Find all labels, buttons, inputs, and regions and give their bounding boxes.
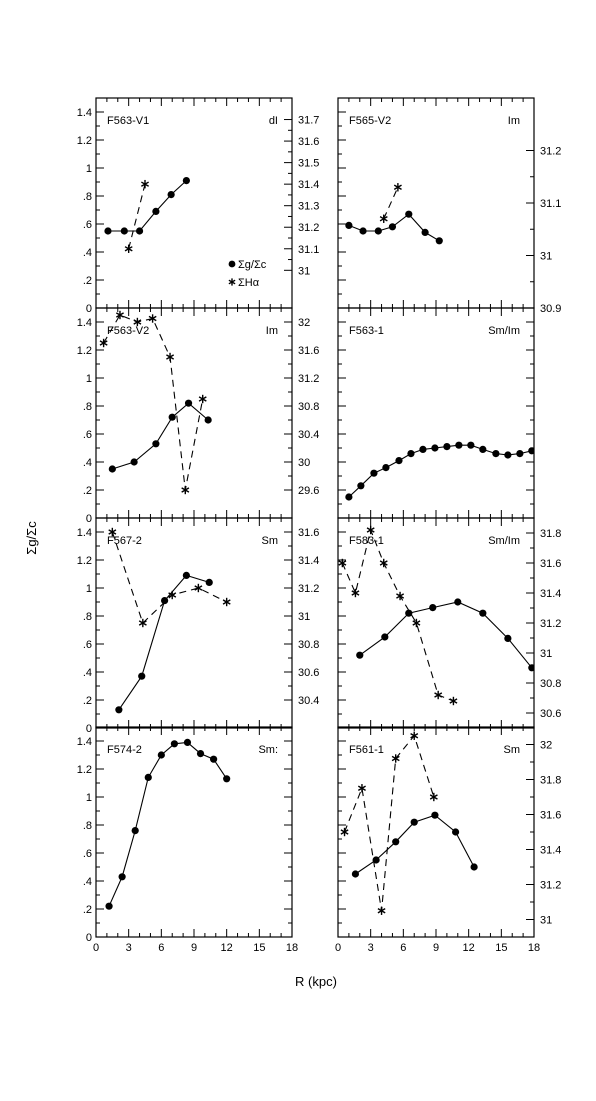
right-tick-label: 31.3 <box>298 200 320 213</box>
morph-type: Sm <box>261 535 278 547</box>
series-group <box>339 526 536 705</box>
ha-point <box>100 339 107 347</box>
panel-f574-2 <box>77 727 298 954</box>
galaxy-name: F583-1 <box>349 535 384 547</box>
series-group <box>105 739 230 910</box>
gas-point <box>419 446 426 453</box>
y-tick-label: 1.4 <box>76 107 92 119</box>
gas-point <box>467 442 474 449</box>
ha-point <box>195 584 202 592</box>
panel-frame <box>96 308 292 518</box>
gas-point <box>389 223 396 230</box>
right-tick-label: 32 <box>540 739 553 752</box>
gas-point <box>429 604 436 611</box>
series-group <box>109 528 231 714</box>
x-tick-label: 9 <box>190 942 198 954</box>
galaxy-name: F565-V2 <box>349 115 392 127</box>
y-tick-label: 0 <box>85 932 92 944</box>
y-tick-label: .6 <box>82 429 92 441</box>
gas-point <box>436 237 443 244</box>
ha-point <box>166 353 173 361</box>
right-tick-label: 31.2 <box>540 879 562 892</box>
legend-gas-marker <box>229 261 236 268</box>
y-tick-label: 1.2 <box>76 555 92 567</box>
legend-gas-label: Σg/Σc <box>238 259 267 271</box>
right-tick-label: 30.6 <box>540 708 562 720</box>
gas-point <box>357 482 364 489</box>
gas-point <box>359 227 366 234</box>
right-tick-label: 31.2 <box>298 222 320 235</box>
panel-frame <box>338 98 534 308</box>
gas-point <box>206 579 213 586</box>
y-tick-label: .2 <box>82 275 92 287</box>
panel-frame <box>338 308 534 518</box>
gas-point <box>109 465 116 472</box>
right-tick-label: 31.7 <box>298 114 320 127</box>
gas-point <box>492 450 499 457</box>
right-tick-label: 31.5 <box>298 157 320 170</box>
y-tick-label: 0 <box>85 723 92 735</box>
right-tick-label: 32 <box>298 317 311 329</box>
gas-series-line <box>109 742 227 906</box>
x-tick-label: 0 <box>334 942 342 954</box>
series-group <box>345 183 443 244</box>
right-tick-label: 31.6 <box>298 136 320 149</box>
ha-point <box>413 619 420 627</box>
y-tick-label: .6 <box>82 639 92 651</box>
right-tick-label: 31 <box>298 265 311 278</box>
ha-point <box>435 691 442 699</box>
ha-point <box>352 589 359 597</box>
gas-point <box>183 177 190 184</box>
ha-series-line <box>384 187 398 219</box>
ha-point <box>149 314 156 322</box>
y-tick-label: .4 <box>82 457 92 469</box>
right-tick-label: 29.6 <box>298 485 320 497</box>
ha-point <box>116 311 123 319</box>
gas-series-line <box>119 575 209 709</box>
gas-point <box>454 598 461 605</box>
gas-point <box>205 416 212 423</box>
ha-series-line <box>129 184 145 249</box>
y-tick-label: .4 <box>82 667 92 679</box>
legend <box>229 259 267 289</box>
ha-point <box>396 592 403 600</box>
y-tick-label: 1 <box>85 373 92 385</box>
panel-f567-2 <box>77 518 320 735</box>
gas-point <box>138 673 145 680</box>
morph-type: dI <box>268 115 278 127</box>
right-tick-label: 31.1 <box>298 243 320 256</box>
panel-f563-1 <box>338 308 535 518</box>
ha-series-line <box>345 736 434 911</box>
right-tick-label: 31 <box>540 250 553 263</box>
galaxy-name: F563-V2 <box>107 325 150 337</box>
x-tick-label: 15 <box>253 942 266 954</box>
panel-frame <box>96 98 292 308</box>
gas-point <box>370 470 377 477</box>
x-tick-label: 18 <box>285 942 299 954</box>
gas-point <box>121 227 128 234</box>
gas-point <box>169 414 176 421</box>
gas-point <box>183 572 190 579</box>
right-tick-label: 30.9 <box>540 303 562 315</box>
y-tick-label: 1.2 <box>76 135 92 147</box>
galaxy-name: F563-1 <box>349 325 384 337</box>
gas-point <box>452 828 459 835</box>
gas-point <box>455 442 462 449</box>
ha-point <box>141 180 148 188</box>
gas-point <box>407 450 414 457</box>
right-tick-label: 31.4 <box>540 844 562 857</box>
gas-point <box>210 756 217 763</box>
y-tick-label: .2 <box>82 695 92 707</box>
right-tick-label: 31.6 <box>540 558 562 570</box>
galaxy-name: F561-1 <box>349 744 384 756</box>
panels-group <box>77 98 562 954</box>
x-tick-label: 12 <box>220 942 233 954</box>
gas-point <box>504 451 511 458</box>
gas-point <box>197 750 204 757</box>
right-tick-label: 31.6 <box>298 527 320 539</box>
gas-point <box>392 838 399 845</box>
right-tick-label: 30.4 <box>298 695 320 707</box>
y-tick-label: .4 <box>82 876 92 888</box>
gas-point <box>345 222 352 229</box>
panel-f563-v2 <box>77 308 320 525</box>
right-tick-label: 30.4 <box>298 429 320 441</box>
x-tick-label: 9 <box>432 942 440 954</box>
right-tick-label: 31.6 <box>540 809 562 822</box>
panel-f563-v1 <box>77 98 320 315</box>
ha-series-line <box>342 530 453 701</box>
morph-type: Sm: <box>258 744 278 756</box>
morph-type: Im <box>265 325 278 337</box>
y-tick-label: 1.4 <box>76 736 92 748</box>
ha-point <box>125 245 132 253</box>
ha-point <box>367 526 374 534</box>
morph-type: Im <box>507 115 520 127</box>
right-tick-label: 31.1 <box>540 198 562 210</box>
right-tick-label: 31.4 <box>298 179 320 192</box>
gas-point <box>184 739 191 746</box>
x-tick-label: 0 <box>92 942 100 954</box>
x-tick-label: 6 <box>400 942 407 954</box>
right-tick-label: 31.8 <box>540 528 562 540</box>
galaxy-name: F574-2 <box>107 744 142 756</box>
gas-series-line <box>108 181 186 231</box>
y-tick-label: .8 <box>82 820 92 832</box>
ha-point <box>430 793 437 801</box>
ha-point <box>199 395 206 403</box>
y-tick-label: 1 <box>85 163 92 175</box>
gas-point <box>152 208 159 215</box>
right-tick-label: 30.8 <box>298 639 320 651</box>
y-tick-label: .8 <box>82 401 92 413</box>
panel-frame <box>96 518 292 728</box>
gas-point <box>431 444 438 451</box>
gas-point <box>382 464 389 471</box>
gas-point <box>411 819 418 826</box>
y-tick-label: .8 <box>82 191 92 203</box>
right-tick-label: 30 <box>298 457 311 469</box>
panel-frame <box>96 727 292 937</box>
right-tick-label: 31.4 <box>540 588 562 600</box>
gas-point <box>431 812 438 819</box>
gas-point <box>516 450 523 457</box>
y-tick-label: 1.4 <box>76 317 92 329</box>
gas-point <box>136 227 143 234</box>
morph-type: Sm/Im <box>488 325 520 337</box>
panel-f583-1 <box>338 518 561 728</box>
ha-point <box>182 486 189 494</box>
y-tick-label: 0 <box>85 303 92 315</box>
x-tick-label: 3 <box>367 942 374 954</box>
y-tick-label: .8 <box>82 611 92 623</box>
gas-point <box>223 775 230 782</box>
galaxy-name: F567-2 <box>107 535 142 547</box>
right-tick-label: 31.2 <box>540 618 562 630</box>
y-tick-label: 1.4 <box>76 527 92 539</box>
gas-point <box>405 211 412 218</box>
right-tick-label: 31.8 <box>540 774 562 787</box>
gas-point <box>145 774 152 781</box>
series-group <box>345 442 535 501</box>
y-axis-title: Σg/Σc <box>24 521 39 555</box>
gas-point <box>105 903 112 910</box>
right-tick-label: 31.4 <box>298 555 320 567</box>
gas-point <box>119 873 126 880</box>
y-tick-label: 0 <box>85 513 92 525</box>
gas-point <box>422 229 429 236</box>
series-group <box>341 732 478 915</box>
right-tick-label: 31 <box>540 914 553 927</box>
y-tick-label: .2 <box>82 485 92 497</box>
y-tick-label: .4 <box>82 247 92 259</box>
gas-point <box>185 400 192 407</box>
ha-point <box>358 784 365 792</box>
gas-point <box>161 597 168 604</box>
right-tick-label: 31.2 <box>298 583 320 595</box>
right-tick-label: 31.2 <box>298 373 320 385</box>
y-tick-label: .6 <box>82 219 92 231</box>
gas-point <box>479 610 486 617</box>
ha-point <box>378 907 385 915</box>
series-group <box>104 177 190 253</box>
gas-point <box>395 457 402 464</box>
gas-point <box>479 446 486 453</box>
y-tick-label: 1.2 <box>76 345 92 357</box>
galaxy-name: F563-V1 <box>107 115 150 127</box>
right-tick-label: 31.6 <box>298 345 320 357</box>
morph-type: Sm <box>503 744 520 756</box>
gas-series-line <box>112 403 208 469</box>
gas-point <box>115 706 122 713</box>
ha-point <box>341 828 348 836</box>
y-tick-label: 1 <box>85 792 92 804</box>
gas-point <box>168 191 175 198</box>
gas-point <box>345 493 352 500</box>
right-tick-label: 30.6 <box>298 667 320 679</box>
y-tick-label: .6 <box>82 848 92 860</box>
legend-ha-label: ΣHα <box>238 277 260 289</box>
legend-ha-marker <box>229 278 235 285</box>
right-tick-label: 30.8 <box>298 401 320 413</box>
x-tick-label: 12 <box>462 942 475 954</box>
ha-point <box>223 598 230 606</box>
panel-f565-v2 <box>338 98 561 315</box>
gas-point <box>104 227 111 234</box>
gas-point <box>471 863 478 870</box>
gas-point <box>381 633 388 640</box>
right-tick-label: 30.8 <box>540 678 562 690</box>
ha-point <box>380 215 387 223</box>
y-tick-label: 1 <box>85 583 92 595</box>
x-tick-label: 18 <box>527 942 541 954</box>
right-tick-label: 31 <box>298 611 311 623</box>
right-tick-label: 31.2 <box>540 145 562 158</box>
panel-f561-1 <box>335 727 561 954</box>
right-tick-label: 31 <box>540 648 553 660</box>
x-tick-label: 15 <box>495 942 508 954</box>
gas-point <box>152 440 159 447</box>
ha-point <box>380 559 387 567</box>
x-axis-title: R (kpc) <box>295 974 337 989</box>
ha-point <box>394 183 401 191</box>
gas-point <box>375 227 382 234</box>
y-tick-label: 1.2 <box>76 764 92 776</box>
ha-point <box>450 697 457 705</box>
panel-frame <box>338 727 534 937</box>
gas-point <box>158 751 165 758</box>
gas-point <box>131 458 138 465</box>
gas-point <box>443 443 450 450</box>
gas-point <box>352 870 359 877</box>
x-tick-label: 3 <box>125 942 132 954</box>
morph-type: Sm/Im <box>488 535 520 547</box>
series-group <box>100 311 212 494</box>
gas-point <box>132 827 139 834</box>
x-tick-label: 6 <box>158 942 165 954</box>
gas-point <box>356 652 363 659</box>
y-tick-label: .2 <box>82 904 92 916</box>
gas-point <box>504 635 511 642</box>
gas-point <box>171 740 178 747</box>
